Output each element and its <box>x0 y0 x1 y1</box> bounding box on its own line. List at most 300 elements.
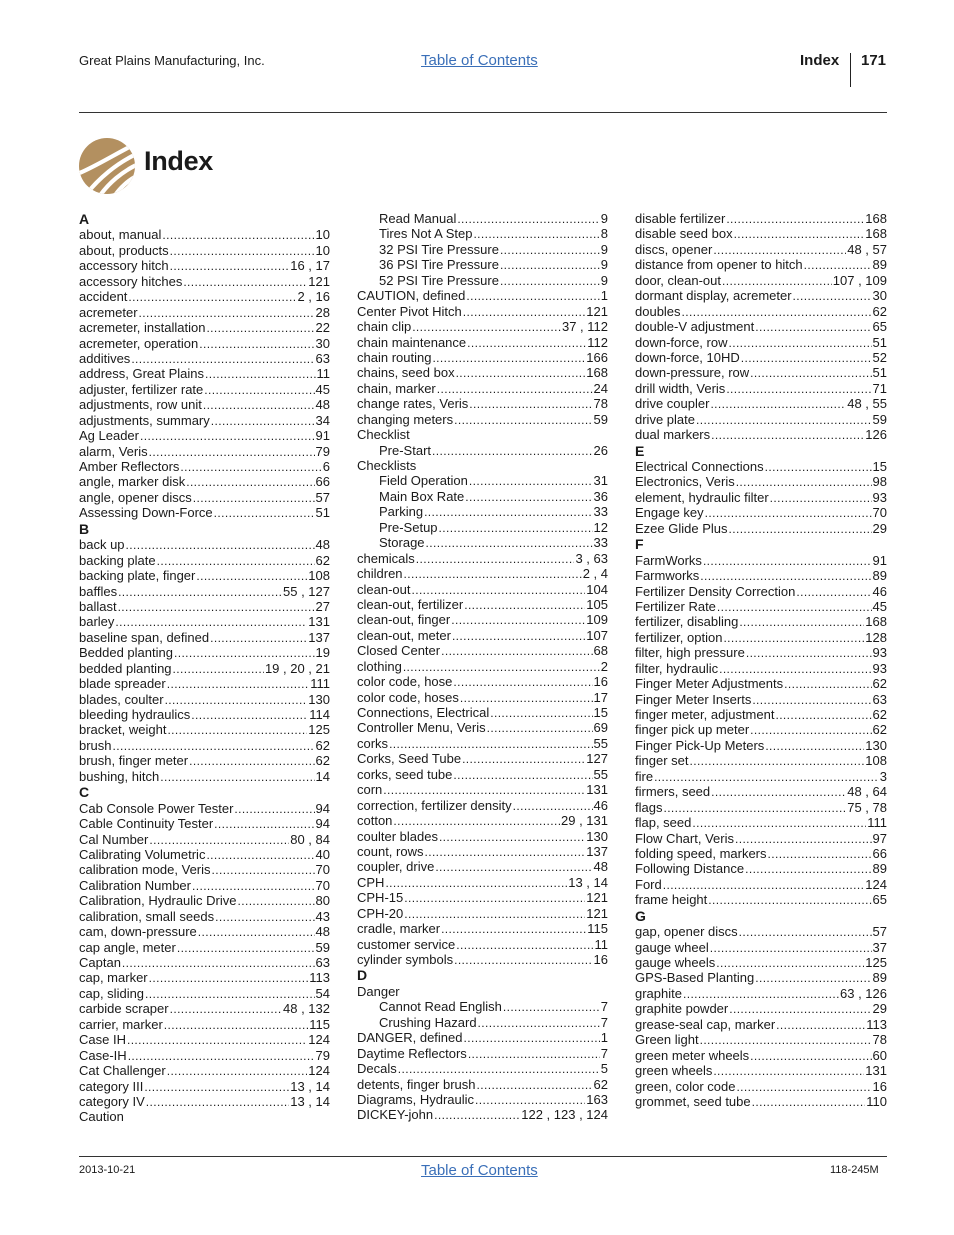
index-entry[interactable] <box>635 257 887 272</box>
index-entry-pages[interactable]: 2 , 4 <box>582 566 608 582</box>
index-entry[interactable] <box>635 707 887 722</box>
index-entry[interactable] <box>635 350 887 365</box>
index-entry[interactable] <box>357 643 608 658</box>
index-entry[interactable] <box>79 227 330 242</box>
index-entry-pages[interactable]: 126 <box>865 427 887 443</box>
index-entry-pages[interactable]: 24 <box>593 380 608 396</box>
index-entry-pages[interactable]: 62 <box>315 552 330 568</box>
index-entry[interactable] <box>79 692 330 707</box>
index-entry[interactable] <box>357 350 608 365</box>
index-entry[interactable] <box>79 862 330 877</box>
index-entry[interactable] <box>635 1032 887 1047</box>
index-entry-pages[interactable]: 7 <box>600 1045 608 1061</box>
index-entry[interactable] <box>79 568 330 583</box>
index-subentry[interactable] <box>357 211 608 226</box>
index-entry[interactable] <box>635 940 887 955</box>
index-entry-pages[interactable]: 93 <box>872 645 887 661</box>
index-entry-pages[interactable]: 130 <box>586 828 608 844</box>
index-entry-pages[interactable]: 79 <box>315 443 330 459</box>
index-entry-pages[interactable]: 125 <box>865 955 887 970</box>
index-entry[interactable] <box>79 382 330 397</box>
index-entry[interactable] <box>635 1079 887 1094</box>
index-entry-pages[interactable]: 131 <box>586 782 608 798</box>
index-entry[interactable] <box>357 859 608 874</box>
index-entry[interactable] <box>357 767 608 782</box>
index-entry-pages[interactable]: 98 <box>872 474 887 490</box>
index-entry-pages[interactable]: 128 <box>865 629 887 645</box>
index-entry-pages[interactable]: 33 <box>593 504 608 520</box>
index-entry[interactable] <box>79 970 330 985</box>
index-entry-pages[interactable]: 94 <box>315 816 330 832</box>
index-entry-pages[interactable]: 36 <box>593 488 608 504</box>
index-entry[interactable] <box>79 676 330 691</box>
index-entry[interactable] <box>79 940 330 955</box>
index-entry[interactable] <box>635 784 887 799</box>
index-entry-pages[interactable]: 113 <box>309 970 330 986</box>
index-entry-pages[interactable]: 62 <box>315 753 330 769</box>
index-entry-pages[interactable]: 48 <box>315 537 330 553</box>
index-entry[interactable] <box>357 813 608 828</box>
index-entry[interactable] <box>357 906 608 921</box>
index-entry-pages[interactable]: 45 <box>872 598 887 614</box>
index-entry-pages[interactable]: 51 <box>872 334 887 350</box>
index-entry-pages[interactable]: 34 <box>315 412 330 428</box>
index-entry-pages[interactable]: 33 <box>593 535 608 551</box>
index-entry[interactable] <box>79 243 330 258</box>
index-entry-pages[interactable]: 55 , 127 <box>283 583 330 599</box>
index-entry-pages[interactable]: 65 <box>872 319 887 335</box>
index-entry[interactable] <box>635 459 887 474</box>
index-subentry[interactable] <box>357 242 608 257</box>
index-entry[interactable] <box>79 753 330 768</box>
index-entry-pages[interactable]: 15 <box>593 705 608 720</box>
index-entry-pages[interactable]: 131 <box>308 614 330 630</box>
index-entry-pages[interactable]: 9 <box>600 211 608 226</box>
index-entry-pages[interactable]: 16 , 17 <box>290 258 330 274</box>
index-entry[interactable] <box>357 1107 608 1122</box>
index-entry-pages[interactable]: 29 <box>872 1001 887 1017</box>
index-entry[interactable] <box>79 893 330 908</box>
index-entry[interactable] <box>357 782 608 797</box>
index-subentry[interactable] <box>357 504 608 519</box>
index-subentry[interactable] <box>357 473 608 488</box>
index-entry[interactable] <box>79 258 330 273</box>
index-entry-pages[interactable]: 168 <box>865 211 887 226</box>
index-entry[interactable] <box>635 304 887 319</box>
index-entry[interactable] <box>635 800 887 815</box>
index-entry[interactable] <box>635 630 887 645</box>
index-entry-pages[interactable]: 13 , 14 <box>290 1078 330 1094</box>
index-entry-pages[interactable]: 108 <box>865 753 887 769</box>
index-entry[interactable] <box>635 553 887 568</box>
index-entry-pages[interactable]: 137 <box>586 843 608 859</box>
index-entry-pages[interactable]: 107 , 109 <box>832 272 887 288</box>
index-entry-pages[interactable]: 93 <box>872 489 887 505</box>
index-entry[interactable] <box>79 305 330 320</box>
index-entry[interactable] <box>79 505 330 520</box>
index-entry-pages[interactable]: 62 <box>872 707 887 722</box>
index-entry-pages[interactable]: 13 , 14 <box>568 874 608 890</box>
index-entry[interactable] <box>635 273 887 288</box>
index-entry-pages[interactable]: 168 <box>865 226 887 242</box>
index-entry[interactable] <box>79 645 330 660</box>
index-entry[interactable] <box>357 937 608 952</box>
index-entry[interactable] <box>357 829 608 844</box>
index-entry[interactable] <box>79 413 330 428</box>
index-entry[interactable] <box>357 628 608 643</box>
index-entry-pages[interactable]: 115 <box>587 921 608 937</box>
index-entry-pages[interactable]: 63 <box>872 691 887 707</box>
index-entry[interactable] <box>79 444 330 459</box>
index-entry-pages[interactable]: 46 <box>593 797 608 813</box>
index-entry-pages[interactable]: 10 <box>315 242 330 258</box>
index-entry[interactable] <box>635 846 887 861</box>
index-entry[interactable] <box>79 336 330 351</box>
index-entry[interactable] <box>635 892 887 907</box>
index-entry-pages[interactable]: 16 <box>593 674 608 690</box>
index-subentry[interactable] <box>357 273 608 288</box>
index-entry-pages[interactable]: 114 <box>309 707 330 722</box>
index-entry[interactable] <box>635 242 887 257</box>
index-entry[interactable] <box>79 1017 330 1032</box>
index-entry[interactable] <box>79 924 330 939</box>
index-entry[interactable] <box>79 351 330 366</box>
index-entry-pages[interactable]: 3 , 63 <box>575 550 608 566</box>
index-entry-pages[interactable]: 11 <box>316 366 330 382</box>
index-subentry[interactable] <box>357 257 608 272</box>
index-entry[interactable] <box>635 226 887 241</box>
index-entry-pages[interactable]: 9 <box>600 257 608 273</box>
index-entry[interactable] <box>79 1048 330 1063</box>
index-entry-pages[interactable]: 63 , 126 <box>840 985 887 1001</box>
index-entry-pages[interactable]: 51 <box>315 505 330 521</box>
index-entry-pages[interactable]: 16 <box>593 952 608 967</box>
index-entry-pages[interactable]: 121 <box>308 273 330 289</box>
index-entry[interactable] <box>79 614 330 629</box>
index-entry-pages[interactable]: 2 , 16 <box>297 289 330 305</box>
index-entry-pages[interactable]: 48 , 57 <box>847 241 887 257</box>
index-entry[interactable] <box>79 320 330 335</box>
index-entry-pages[interactable]: 10 <box>315 227 330 243</box>
index-entry-pages[interactable]: 9 <box>600 272 608 288</box>
index-entry[interactable] <box>635 645 887 660</box>
index-entry[interactable] <box>635 753 887 768</box>
index-entry-pages[interactable]: 45 <box>315 381 330 397</box>
index-entry-pages[interactable]: 89 <box>872 861 887 877</box>
index-entry-pages[interactable]: 130 <box>865 737 887 753</box>
index-entry[interactable] <box>79 1079 330 1094</box>
index-entry[interactable] <box>357 582 608 597</box>
index-entry-pages[interactable]: 124 <box>308 1032 330 1048</box>
index-entry[interactable] <box>79 722 330 737</box>
index-entry[interactable] <box>635 335 887 350</box>
index-entry[interactable] <box>357 720 608 735</box>
index-entry-pages[interactable]: 62 <box>872 676 887 692</box>
index-entry-pages[interactable]: 5 <box>600 1061 608 1077</box>
index-entry-pages[interactable]: 62 <box>593 1076 608 1092</box>
index-entry[interactable] <box>79 847 330 862</box>
index-entry[interactable] <box>635 1094 887 1109</box>
index-entry[interactable] <box>357 659 608 674</box>
index-entry-pages[interactable]: 75 , 78 <box>847 799 887 815</box>
index-entry[interactable] <box>79 474 330 489</box>
index-entry-pages[interactable]: 78 <box>593 396 608 412</box>
index-entry[interactable] <box>79 661 330 676</box>
index-entry-pages[interactable]: 51 <box>872 365 887 381</box>
index-entry-pages[interactable]: 48 <box>315 924 330 940</box>
index-entry-pages[interactable]: 22 <box>315 320 330 336</box>
index-entry[interactable] <box>635 722 887 737</box>
index-entry-pages[interactable]: 59 <box>315 939 330 955</box>
index-entry-pages[interactable]: 29 , 131 <box>561 813 608 829</box>
index-entry-pages[interactable]: 111 <box>867 815 887 831</box>
index-entry-pages[interactable]: 115 <box>309 1016 330 1032</box>
index-entry[interactable] <box>79 986 330 1001</box>
index-entry-pages[interactable]: 48 <box>315 397 330 413</box>
index-entry-pages[interactable]: 113 <box>866 1016 887 1032</box>
index-entry-pages[interactable]: 80 <box>315 893 330 909</box>
index-entry-pages[interactable]: 112 <box>587 334 608 350</box>
index-entry[interactable] <box>79 459 330 474</box>
index-entry[interactable] <box>79 1063 330 1078</box>
index-subentry[interactable] <box>357 226 608 241</box>
index-entry-pages[interactable]: 11 <box>594 936 608 952</box>
index-entry[interactable] <box>635 599 887 614</box>
index-entry[interactable] <box>635 986 887 1001</box>
index-entry-pages[interactable]: 89 <box>872 568 887 584</box>
index-entry-pages[interactable]: 55 <box>593 766 608 782</box>
index-entry-pages[interactable]: 26 <box>593 442 608 458</box>
index-entry[interactable] <box>357 1092 608 1107</box>
index-entry[interactable] <box>357 844 608 859</box>
index-entry[interactable] <box>79 1032 330 1047</box>
index-entry-pages[interactable]: 37 <box>872 939 887 955</box>
index-entry-pages[interactable]: 62 <box>872 722 887 738</box>
index-entry-pages[interactable]: 110 <box>866 1093 887 1109</box>
index-entry-pages[interactable]: 48 , 55 <box>847 396 887 412</box>
index-entry-pages[interactable]: 40 <box>315 846 330 862</box>
index-entry-pages[interactable]: 168 <box>865 614 887 630</box>
index-entry-pages[interactable]: 63 <box>315 350 330 366</box>
index-entry[interactable] <box>79 801 330 816</box>
index-entry-pages[interactable]: 122 , 123 , 124 <box>521 1107 608 1123</box>
index-entry[interactable] <box>79 832 330 847</box>
index-entry[interactable] <box>357 551 608 566</box>
index-entry-pages[interactable]: 59 <box>872 411 887 427</box>
index-entry-pages[interactable]: 30 <box>872 288 887 304</box>
index-entry-pages[interactable]: 30 <box>315 335 330 351</box>
index-entry[interactable] <box>635 1001 887 1016</box>
index-entry[interactable] <box>635 396 887 411</box>
index-entry-pages[interactable]: 104 <box>586 581 608 597</box>
index-entry[interactable] <box>357 566 608 581</box>
index-entry[interactable] <box>357 396 608 411</box>
index-entry[interactable] <box>635 505 887 520</box>
index-subentry[interactable] <box>357 1015 608 1030</box>
header-toc-link[interactable]: Table of Contents <box>421 52 538 69</box>
index-entry[interactable] <box>635 692 887 707</box>
index-entry-pages[interactable]: 93 <box>872 660 887 676</box>
index-entry-pages[interactable]: 94 <box>315 800 330 816</box>
index-entry[interactable] <box>635 676 887 691</box>
index-entry[interactable] <box>635 412 887 427</box>
index-entry[interactable] <box>635 521 887 536</box>
index-entry-pages[interactable]: 107 <box>586 627 608 643</box>
index-entry[interactable] <box>635 831 887 846</box>
index-entry[interactable] <box>357 381 608 396</box>
index-entry-pages[interactable]: 70 <box>315 877 330 893</box>
index-entry-pages[interactable]: 71 <box>872 380 887 396</box>
index-entry[interactable] <box>357 875 608 890</box>
index-entry-pages[interactable]: 59 <box>593 411 608 427</box>
index-entry[interactable] <box>635 474 887 489</box>
index-entry-pages[interactable]: 46 <box>872 583 887 599</box>
index-entry[interactable] <box>357 798 608 813</box>
index-entry-pages[interactable]: 8 <box>600 226 608 242</box>
index-entry-pages[interactable]: 131 <box>865 1063 887 1079</box>
index-entry-pages[interactable]: 29 <box>872 520 887 536</box>
index-entry[interactable] <box>357 365 608 380</box>
index-entry[interactable] <box>357 952 608 967</box>
index-entry-pages[interactable]: 62 <box>315 737 330 753</box>
index-entry[interactable] <box>357 304 608 319</box>
index-entry-pages[interactable]: 48 , 132 <box>283 1001 330 1017</box>
index-entry[interactable] <box>79 630 330 645</box>
index-entry[interactable] <box>635 568 887 583</box>
index-entry[interactable] <box>357 1077 608 1092</box>
index-entry-pages[interactable]: 79 <box>315 1047 330 1063</box>
index-entry[interactable] <box>79 1094 330 1109</box>
index-entry-pages[interactable]: 1 <box>600 288 608 304</box>
index-entry-pages[interactable]: 89 <box>872 970 887 986</box>
index-entry[interactable] <box>635 1063 887 1078</box>
index-entry[interactable] <box>635 1048 887 1063</box>
index-entry[interactable] <box>635 211 887 226</box>
index-entry-pages[interactable]: 69 <box>593 720 608 736</box>
index-entry[interactable] <box>635 319 887 334</box>
index-entry[interactable] <box>635 427 887 442</box>
index-entry[interactable] <box>357 1030 608 1045</box>
index-entry-pages[interactable]: 66 <box>872 845 887 861</box>
index-entry[interactable] <box>79 816 330 831</box>
index-entry[interactable] <box>635 381 887 396</box>
index-entry[interactable] <box>79 553 330 568</box>
index-entry-pages[interactable]: 57 <box>315 489 330 505</box>
index-entry[interactable] <box>79 366 330 381</box>
index-entry[interactable] <box>357 690 608 705</box>
index-entry[interactable] <box>79 878 330 893</box>
index-entry-pages[interactable]: 17 <box>593 689 608 705</box>
index-entry-pages[interactable]: 15 <box>872 459 887 474</box>
index-entry-pages[interactable]: 16 <box>872 1078 887 1094</box>
footer-toc-link[interactable]: Table of Contents <box>421 1162 538 1179</box>
index-entry[interactable] <box>635 661 887 676</box>
index-entry-pages[interactable]: 52 <box>872 349 887 365</box>
index-entry[interactable] <box>79 289 330 304</box>
index-entry-pages[interactable]: 109 <box>586 612 608 628</box>
index-entry[interactable] <box>79 955 330 970</box>
index-entry-pages[interactable]: 19 <box>315 645 330 661</box>
index-entry[interactable] <box>79 490 330 505</box>
index-entry[interactable] <box>357 412 608 427</box>
index-entry-pages[interactable]: 31 <box>593 473 608 489</box>
index-entry[interactable] <box>635 490 887 505</box>
index-entry-pages[interactable]: 7 <box>600 1014 608 1030</box>
index-entry-pages[interactable]: 48 , 64 <box>847 784 887 800</box>
index-entry-pages[interactable]: 78 <box>872 1032 887 1048</box>
index-entry[interactable] <box>79 738 330 753</box>
index-entry[interactable] <box>79 769 330 784</box>
index-entry[interactable] <box>79 428 330 443</box>
index-entry[interactable] <box>79 397 330 412</box>
index-entry-pages[interactable]: 28 <box>315 304 330 320</box>
index-entry-pages[interactable]: 60 <box>872 1047 887 1063</box>
index-entry[interactable] <box>357 1061 608 1076</box>
index-entry[interactable] <box>357 612 608 627</box>
index-entry-pages[interactable]: 89 <box>872 257 887 273</box>
index-entry-pages[interactable]: 55 <box>593 735 608 751</box>
index-entry-pages[interactable]: 48 <box>593 859 608 875</box>
index-entry[interactable] <box>635 614 887 629</box>
index-entry[interactable] <box>635 365 887 380</box>
index-entry-pages[interactable]: 66 <box>315 474 330 490</box>
index-entry-pages[interactable]: 127 <box>586 751 608 767</box>
index-entry[interactable] <box>79 599 330 614</box>
index-subentry[interactable] <box>357 489 608 504</box>
index-entry-pages[interactable]: 137 <box>308 629 330 645</box>
index-entry-pages[interactable]: 12 <box>593 519 608 535</box>
index-entry-pages[interactable]: 54 <box>315 985 330 1001</box>
index-entry[interactable] <box>357 597 608 612</box>
index-entry[interactable] <box>357 319 608 334</box>
index-entry-pages[interactable]: 1 <box>600 1030 608 1046</box>
index-entry-pages[interactable]: 62 <box>872 303 887 319</box>
index-entry-pages[interactable]: 13 , 14 <box>290 1093 330 1109</box>
index-entry-pages[interactable]: 27 <box>315 598 330 614</box>
index-entry-pages[interactable]: 19 , 20 , 21 <box>264 660 330 676</box>
index-entry-pages[interactable]: 111 <box>310 676 330 692</box>
index-entry[interactable] <box>357 335 608 350</box>
index-entry-pages[interactable]: 37 , 112 <box>561 319 608 335</box>
index-entry-pages[interactable]: 163 <box>586 1091 608 1107</box>
index-entry-pages[interactable]: 7 <box>600 999 608 1015</box>
index-entry[interactable] <box>635 955 887 970</box>
index-entry-pages[interactable]: 2 <box>600 658 608 674</box>
index-entry[interactable] <box>635 815 887 830</box>
index-entry[interactable] <box>635 970 887 985</box>
index-entry-pages[interactable]: 91 <box>872 552 887 568</box>
index-entry-pages[interactable]: 70 <box>315 862 330 878</box>
index-subentry[interactable] <box>357 443 608 458</box>
index-entry[interactable] <box>357 890 608 905</box>
index-entry-pages[interactable]: 124 <box>308 1063 330 1079</box>
index-entry[interactable] <box>635 288 887 303</box>
index-entry-pages[interactable]: 91 <box>315 428 330 444</box>
index-entry[interactable] <box>357 288 608 303</box>
index-entry-pages[interactable]: 121 <box>586 303 608 319</box>
index-entry-pages[interactable]: 97 <box>872 830 887 846</box>
index-entry-pages[interactable]: 125 <box>308 722 330 738</box>
index-entry-pages[interactable]: 68 <box>593 643 608 659</box>
index-entry-pages[interactable]: 43 <box>315 908 330 924</box>
index-entry[interactable] <box>635 738 887 753</box>
index-entry[interactable] <box>357 1046 608 1061</box>
index-entry-pages[interactable]: 3 <box>879 768 887 784</box>
index-entry-pages[interactable]: 130 <box>308 691 330 707</box>
index-entry[interactable] <box>635 1017 887 1032</box>
index-entry-pages[interactable]: 121 <box>586 890 608 906</box>
index-entry-pages[interactable]: 65 <box>872 892 887 908</box>
